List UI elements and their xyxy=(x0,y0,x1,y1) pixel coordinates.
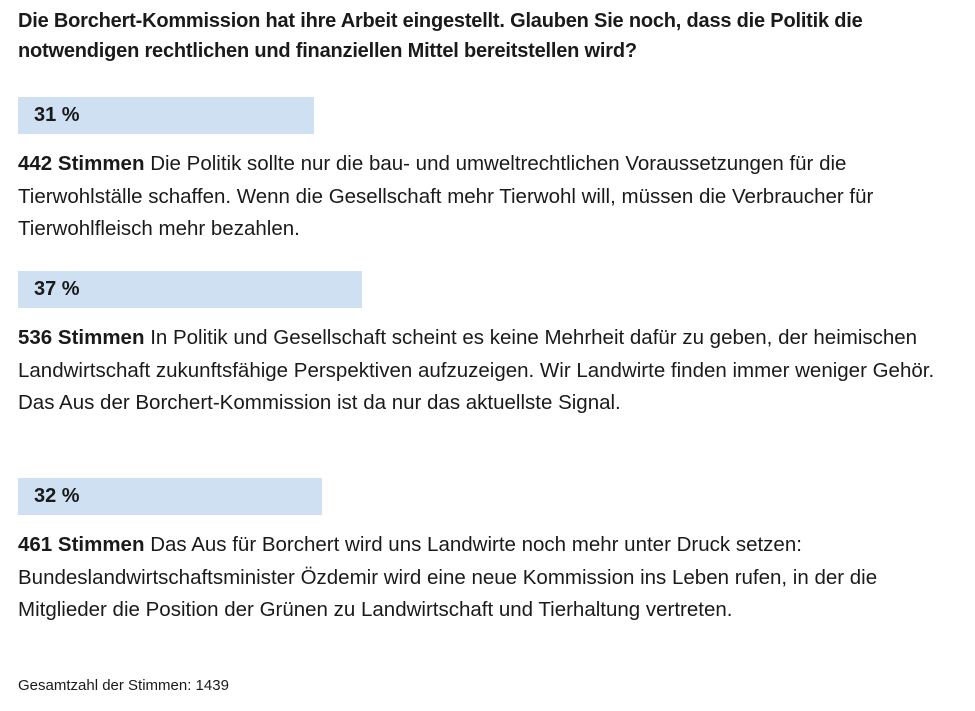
poll-option xyxy=(18,97,963,246)
poll-question: Die Borchert-Kommission hat ihre Arbeit eingestellt. Glauben Sie noch, dass die Politik die notwendigen rechtlichen und finanziellen Mittel bereitstellen wird? xyxy=(18,10,863,62)
answer-text: Das Aus für Borchert wird uns Landwirte noch mehr unter Druck setzen: Bundeslandwirtschaftsminister Özdemir wird eine neue Kommission ins Leben rufen, in der die Mitglieder die Position der Grünen zu Landwirtschaft und Tierhaltung vertreten. xyxy=(18,533,878,621)
percent-label: 37 % xyxy=(34,278,80,300)
poll-option xyxy=(18,478,963,627)
answer-text-block xyxy=(18,148,963,246)
percent-label: 31 % xyxy=(34,104,80,126)
answer-text-block xyxy=(18,322,963,420)
answer-text-block xyxy=(18,529,963,627)
poll-option xyxy=(18,271,963,420)
percent-label: 32 % xyxy=(34,485,80,507)
percent-bar xyxy=(18,271,362,308)
total-votes: Gesamtzahl der Stimmen: 1439 xyxy=(18,677,229,694)
answer-text: Die Politik sollte nur die bau- und umweltrechtlichen Voraussetzungen für die Tierwohlställe schaffen. Wenn die Gesellschaft mehr Tierwohl will, müssen die Verbraucher für Tierwohlfleisch mehr bezahlen. xyxy=(18,152,874,240)
vote-count: 442 Stimmen xyxy=(18,152,145,175)
answer-text: In Politik und Gesellschaft scheint es keine Mehrheit dafür zu geben, der heimischen Landwirtschaft zukunftsfähige Perspektiven aufzuzeigen. Wir Landwirte finden immer weniger Gehör. Das Aus der Borchert-Kommission ist da nur das aktuellste Signal. xyxy=(18,326,935,414)
percent-bar xyxy=(18,97,314,134)
percent-bar xyxy=(18,478,322,515)
vote-count: 536 Stimmen xyxy=(18,326,145,349)
vote-count: 461 Stimmen xyxy=(18,533,145,556)
